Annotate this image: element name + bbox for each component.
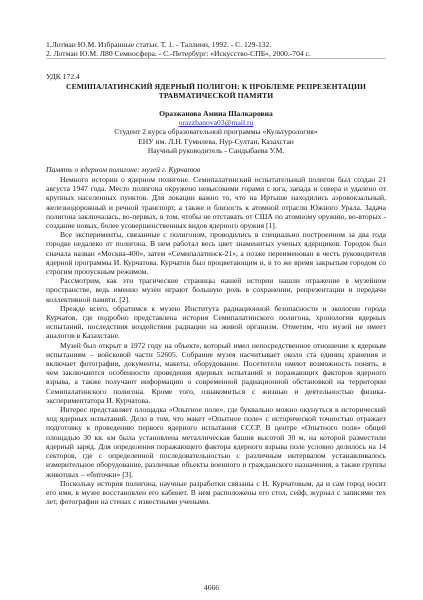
reference-item: 1.Лотман Ю.М. Избранные статьи. Т. 1. - Таллинн, 1992. - С. 129-132. [46,40,272,49]
article-body [46,175,386,506]
article-title: СЕМИПАЛАТИНСКИЙ ЯДЕРНЫЙ ПОЛИГОН: К ПРОБЛЕМЕ РЕПРЕЗЕНТАЦИИ ТРАВМАТИЧЕСКОЙ ПАМЯТИ [65,82,366,101]
body-paragraph: Интерес представляет площадка «Опытное поле», где буквально можно окунуться в исторический ход ядерных испытаний. Дело в том, что макет «Опытное поле» с исторической точностью отражает подготовку к проведению первого ядерного испытания СССР. В центре «Опытного поля» общей площадью 30 кв. км была установлена металлическая башня высотой 30 м, на которой разместили ядерный заряд. Для определения поражающего фактора ядерного взрыва поле условно делилось на 14 секторов, где с определенной последовательностью с различным интервалом устанавливалось измерительное оборудование, различные объекты военного и гражданского назначения, а также группы животных – «биточки» [3]. [46,405,386,479]
author-email-line [46,118,386,127]
body-paragraph: Все эксперименты, связанные с полигоном, проводились в специально построенном за два года городке недалеко от полигона. В нем работал весь цвет знаменитых ученых ядерщиков. Городок был сначала назван «Москва-400», затем «Семипалатинск-21», а позже переименован в честь руководителя ядерной программы И. Курчатова. Курчатов был процветающим и, в то же время закрытым городом со строгим пропускным режимом. [46,230,386,277]
reference-item: 2. Лотман Ю.М. Л80 Семиосфера. - С.-Петербург: «Искусство-СПБ», 2000.-704 с. [46,49,311,59]
author-affiliation: Студент 2 курса образовательной программы «Культурология» [114,127,318,137]
udk-code: УДК 172.4 [46,72,80,81]
author-university: ЕНУ им. Л.Н. Гумилева, Нур-Султан, Казахстан [138,136,294,146]
divider [46,58,386,59]
body-paragraph: Рассмотрим, как эти трагические страницы нашей истории нашли отражение в музейном пространстве, ведь именно музеи играют большую роль в сохранении, репрезентации и передачи коллективной памяти. [2]. [46,276,386,304]
body-paragraph: Прежде всего, обратимся к музею Института радиационной безопасности и экологии города Курчатов, где подробно представлена история Семипалатинского полигона, хронология ядерных испытаний, последствия воздействия радиации на живой организм. Отметим, что музей не имеет аналогов в Казахстане. [46,303,386,341]
page-number: 4666 [203,583,220,592]
body-paragraph: Музей был открыт в 1972 году на объекте, который имел непосредственное отношение к ядерным испытаниям – войсковой части 52605. Собрание музея насчитывает около ста единиц хранения и включает фотографии, документы, макеты, оборудование. Посетители имеют возможность понять, в чем заключаются особенности проведения ядерных испытаний и поражающих факторов ядерного взрыва, а также получают информацию о современной радиационной обстановкой на территории Семипалатинского полигона. Кроме того, ознакомиться с жизнью и деятельностью физика-экспериментатора И. Курчатова. [46,340,386,405]
author-block [46,109,386,155]
reference-list [46,40,386,58]
author-email-link[interactable]: orazzhanova03@mail.ru [178,118,254,128]
body-paragraph: Поскольку история полигона, научные разработки связаны с Н. Курчатовым, да и сам город носит его имя, в музее восстановлен его кабинет. В нем расположены его стол, сейф, журнал с записями тех лет, фотографии на стенах с известными учеными. [46,478,386,507]
supervisor-line: Научный руководитель - Сандыбаева У.М. [147,145,285,155]
author-name: Оразжанова Амина Шалкаровна [159,109,273,118]
body-paragraph: Немного истории о ядерном полигоне. Семипалатинский испытательный полигон был создан 21 августа 1947 года. Место полигона окружено невысокими горами с юга, запада и севера и удалено от крупных населенных пунктов. Для локации важно то, что на Иртыше находились аэровокзальный, железнодорожный и речной транспорт, а также и близость к атомной отрасли Южного Урала. Задача полигона заключалась, во-первых, в том, чтобы не отставать от США по атомному оружию, во-вторых - создание новых, более усовершенственных видов ядерного оружия [1]. [46,175,386,231]
section-heading: Память о ядерном полигоне: музей г. Курчатов [46,165,201,174]
